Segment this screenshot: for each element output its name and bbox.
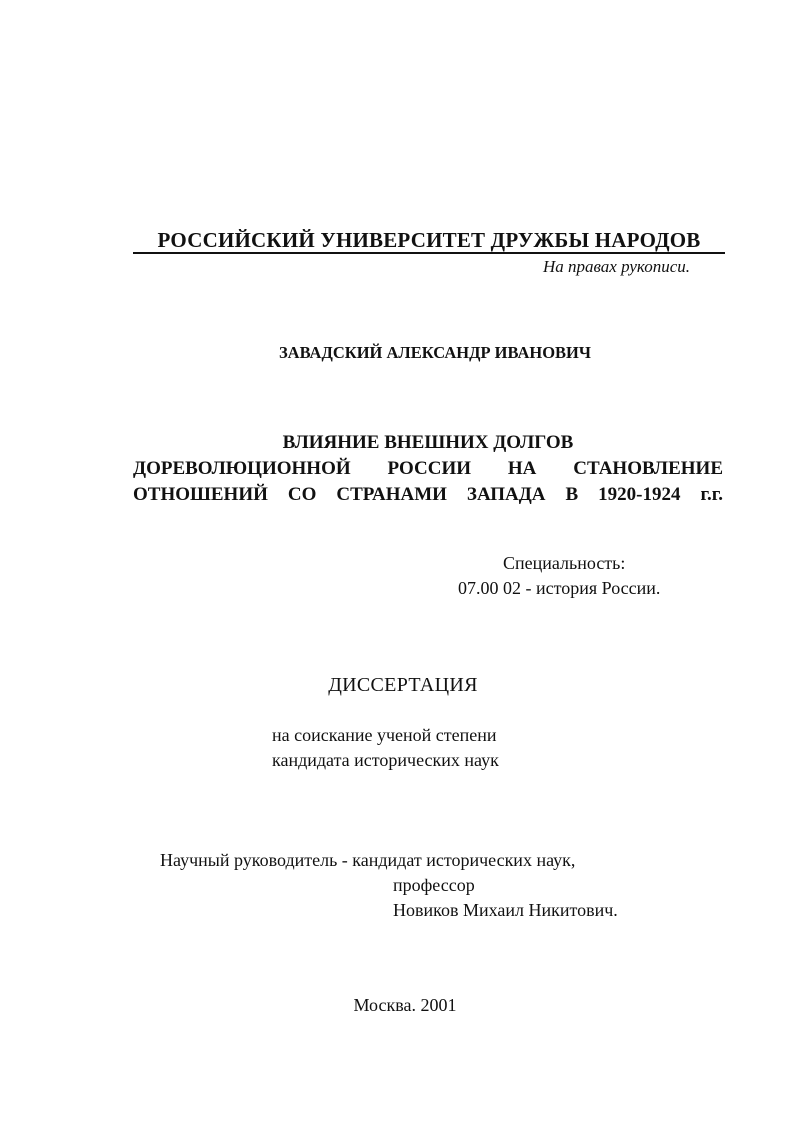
title-line-1: ВЛИЯНИЕ ВНЕШНИХ ДОЛГОВ — [282, 432, 574, 453]
degree-line-1: на соискание ученой степени — [272, 725, 497, 745]
author-name: ЗАВАДСКИЙ АЛЕКСАНДР ИВАНОВИЧ — [278, 343, 592, 362]
specialty-value: 07.00 02 - история России. — [458, 578, 661, 598]
specialty-label: Специальность: — [503, 553, 626, 573]
dissertation-title — [133, 430, 723, 508]
university-name: РОССИЙСКИЙ УНИВЕРСИТЕТ ДРУЖБЫ НАРОДОВ — [157, 228, 701, 252]
degree-line-2: кандидата исторических наук — [272, 750, 499, 770]
header-divider — [133, 252, 725, 254]
manuscript-note: На правах рукописи. — [542, 257, 690, 276]
supervisor-name: Новиков Михаил Никитович. — [393, 900, 618, 920]
supervisor-title: профессор — [393, 875, 475, 895]
title-line-3: ОТНОШЕНИЙ СО СТРАНАМИ ЗАПАДА В 1920-1924 г.г. — [133, 484, 723, 505]
city-year: Москва. 2001 — [353, 995, 457, 1015]
document-type: ДИССЕРТАЦИЯ — [328, 674, 478, 696]
supervisor-line-1: Научный руководитель - кандидат исторических наук, — [160, 850, 576, 870]
title-line-2: ДОРЕВОЛЮЦИОННОЙ РОССИИ НА СТАНОВЛЕНИЕ — [133, 458, 723, 479]
degree-statement — [272, 723, 499, 773]
